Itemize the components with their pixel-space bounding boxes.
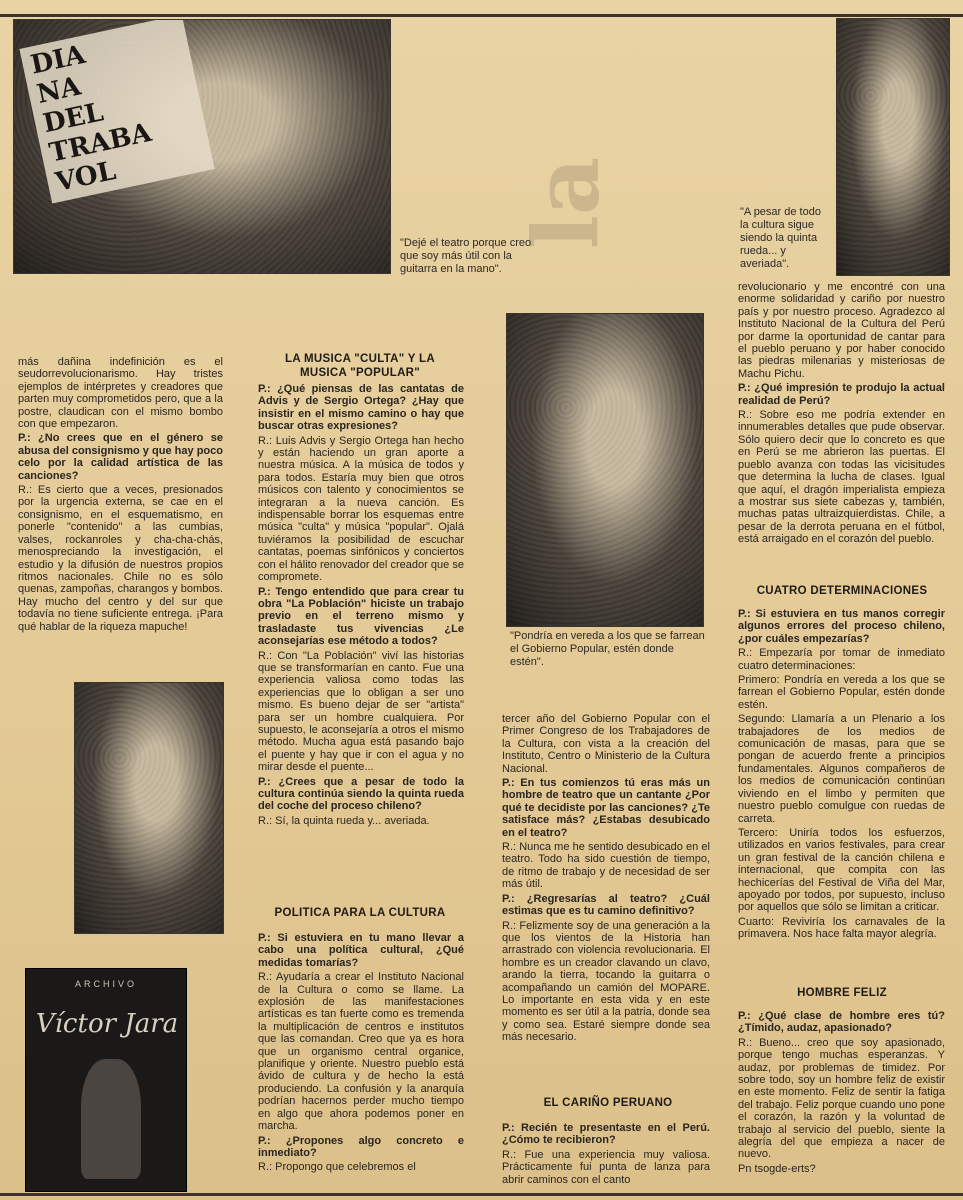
col3-answer-3: R.: Fue una experiencia muy valiosa. Prácticamente fui punta de lanza para abrir caminos con el canto (502, 1148, 710, 1186)
col4-answer-1: R.: Sobre eso me podría extender en innumerables detalles que pude observar. Sólo quiero decir que lo concreto es que en Perú se me abrieron las puertas. El pueblo avanza con todas las vicisitudes que determina la lucha de clases. Igual que aquí, el dragón imperialista empieza a mostrar sus siete cabezas y, también, muchas patas ultraizquierdistas. Chile, a pesar de la derrota peruana en el fútbol, está arraigado en el corazón del pueblo. (738, 409, 945, 546)
caption-center-photo: "Pondría en vereda a los que se farrean el Gobierno Popular, estén donde estén". (510, 630, 705, 668)
col2-answer-2: R.: Con "La Población" viví las historias que se transformarían en canto. Fue una experiencia valiosa como todas las experiencias que lo obligan a ser uno mismo. Es bueno dejar de ser "artista" para ser un hombre cualquiera. Por supuesto, le aconsejaría a otros el mismo método. Mucha agua está pasando bajo el puente y hay que ir con el agua y no mirar desde el puente... (258, 649, 464, 774)
column-4-upper (738, 281, 945, 581)
col4-tail: Pn tsogde-erts? (738, 1162, 816, 1175)
col1-intro: más dañina indefinición es el seudorrevolucionarismo. Hay tristes ejemplos de intérpretes y creadores que parten muy comprometidos pero, que a la postre, claudican con el mismo bombo con que empezaron. (18, 356, 223, 431)
column-4-middle (738, 608, 945, 978)
col4-question-3: P.: ¿Qué clase de hombre eres tú? ¿Tímido, audaz, apasionado? (738, 1010, 945, 1035)
archive-logo (25, 968, 187, 1192)
col3-answer-1: R.: Nunca me he sentido desubicado en el teatro. Todo ha sido cuestión de tiempo, de ritmo de trabajo y de necesidad de ser más útil. (502, 841, 710, 891)
col4-answer-3: R.: Bueno... creo que soy apasionado, porque tengo muchas esperanzas. Y audaz, por problemas de timidez. Por sobre todo, soy un hombre feliz de existir en este momento. Feliz de sentir la fatiga del trabajo. Feliz porque cuando uno pone el corazón, la razón y la voluntad de trabajo al servicio del pueblo, siente la alegría del que empieza a nacer de nuevo. (738, 1036, 945, 1161)
logo-name-text: Víctor Jara (35, 1009, 179, 1039)
col2-question-4: P.: Si estuviera en tu mano llevar a cabo una política cultural, ¿Qué medidas tomarías? (258, 932, 464, 969)
col2-question-2: P.: Tengo entendido que para crear tu obra "La Población" hiciste un trabajo previo en el terreno mismo y trasladaste tus vivencias ¿Le aconsejarías ese método a todos? (258, 585, 464, 648)
caption-top-photo: "Dejé el teatro porque creo que soy más útil con la guitarra en la mano". (400, 237, 532, 275)
photo-center-portrait (506, 313, 704, 627)
col3-answer-2: R.: Felizmente soy de una generación a la que los vientos de la Historia han arrastrado con violencia revolucionaria. El hombre es un creador clavando un clavo, arando la tierra, tocando la guitarra o acompañando un camión del MOPARE. Lo importante en esta vida y en este momento es ser útil a la patria, donde sea y como sea. Estaré siempre donde sea más necesario. (502, 919, 710, 1044)
bottom-rule (0, 1193, 963, 1196)
col4-question-2: P.: Si estuviera en tus manos corregir algunos errores del proceso chileno, ¿por cuáles empezarías? (738, 608, 945, 645)
column-2-lower (258, 932, 464, 1190)
heading-musica-culta: LA MUSICA "CULTA" Y LA MUSICA "POPULAR" (285, 353, 435, 379)
column-3-lower (502, 1122, 710, 1192)
caption-right-quote: "A pesar de todo la cultura sigue siendo la quinta rueda... y averiada". (740, 206, 821, 270)
guitarist-silhouette (81, 1059, 141, 1179)
col2-answer-4: R.: Ayudaría a crear el Instituto Nacional de la Cultura o como se llame. La explosión de las manifestaciones artísticas es tan fuerte como es tremenda la multiplicación de centros e institutos que las comandan. Creo que ya es hora que un organismo central organice, planifique y oriente. Nuestro pueblo está ávido de cultura y de hecho la está produciendo. La confusión y la anarquía podrían hacernos perder mucho tiempo en algo que ahora podemos poner en marcha. (258, 971, 464, 1133)
col4-point-3: Tercero: Uniría todos los esfuerzos, utilizados en varios festivales, para crear un gran festival de la canción chilena e internacional, que compita con las hechicerías del Festival de Viña del Mar, apoyado por todos, por supuesto, incluso por aquellos que sólo se limitan a criticar. (738, 826, 945, 914)
col4-point-1: Primero: Pondría en vereda a los que se farrean el Gobierno Popular, estén donde estén. (738, 674, 945, 711)
top-rule (0, 0, 963, 17)
col2-answer-3: R.: Sí, la quinta rueda y... averiada. (258, 814, 430, 827)
col2-question-3: P.: ¿Crees que a pesar de todo la cultura continúa siendo la quinta rueda del coche del proceso chileno? (258, 775, 464, 813)
heading-carino-peruano: EL CARIÑO PERUANO (543, 1097, 673, 1109)
heading-hombre-feliz: HOMBRE FELIZ (797, 987, 887, 999)
col3-question-3: P.: Recién te presentaste en el Perú. ¿Cómo te recibieron? (502, 1122, 710, 1147)
col1-question-1: P.: ¿No crees que en el género se abusa del consignismo y que hay poco celo por la calidad artística de las canciones? (18, 432, 223, 482)
col3-question-1: P.: En tus comienzos tú eras más un hombre de teatro que un cantante ¿Por qué te decidiste por las canciones? ¿Te satisface más? ¿Estabas desubicado en el teatro? (502, 777, 710, 839)
background-watermark: la (513, 156, 620, 250)
photo-portrait-right (836, 18, 950, 276)
photo-sign-text: DIA NA DEL TRABA VOL (19, 19, 214, 204)
col4-question-1: P.: ¿Qué impresión te produjo la actual realidad de Perú? (738, 382, 945, 407)
col4-answer-2: R.: Empezaría por tomar de inmediato cuatro determinaciones: (738, 647, 945, 672)
col4-point-2: Segundo: Llamaría a un Plenario a los trabajadores de los medios de comunicación de masas, para que se pongan de acuerdo frente a principios fundamentales. Algunos compañeros de los medios de comunicación continúan viviendo en el limbo y permiten que nuestro pueblo comulgue con ruedas de carreta. (738, 713, 945, 825)
col3-intro: tercer año del Gobierno Popular con el Primer Congreso de los Trabajadores de la Cultura, con vista a la creación del Instituto, Centro o Ministerio de la Cultura Nacional. (502, 713, 710, 775)
col2-question-5: P.: ¿Propones algo concreto e inmediato? (258, 1134, 464, 1159)
col2-question-1: P.: ¿Qué piensas de las cantatas de Advis y de Sergio Ortega? ¿Hay que insistir en el mismo camino o hay que buscar otras expresiones? (258, 383, 464, 433)
column-4-lower (738, 1010, 945, 1194)
heading-politica-cultura: POLITICA PARA LA CULTURA (274, 907, 446, 919)
logo-archivo-text: ARCHIVO (74, 979, 137, 989)
col2-answer-5: R.: Propongo que celebremos el (258, 1161, 416, 1174)
photo-singer-guitar (13, 19, 391, 274)
column-3-upper (502, 713, 710, 1085)
column-2-upper (258, 383, 464, 899)
photo-smiling-man (74, 682, 224, 934)
col4-point-4: Cuarto: Reviviría los carnavales de la primavera. Nos hace falta mayor alegría. (738, 915, 945, 941)
column-1 (18, 356, 223, 661)
col4-intro: revolucionario y me encontré con una enorme solidaridad y cariño por nuestro país y por nuestro proceso. Agradezco al Instituto Nacional de la Cultura del Perú por darme la oportunidad de cantar para el pueblo peruano y por haber conocido las piedras milenarias y misteriosas de Machu Pichu. (738, 281, 945, 380)
col3-question-2: P.: ¿Regresarías al teatro? ¿Cuál estimas que es tu camino definitivo? (502, 892, 710, 918)
col2-answer-1: R.: Luis Advis y Sergio Ortega han hecho y están haciendo un gran aporte a nuestra música. A la música de todos y para todos. Estaría muy bien que otros músicos con talento y conocimientos se integraran a la nueva canción. Es indispensable borrar los esquemas entre música "culta" y música "popular". Ojalá tuviéramos la posibilidad de escuchar cantatas, poemas sinfónicos y conciertos con el hálito renovador del creador que se compromete. (258, 434, 464, 584)
col1-answer-1: R.: Es cierto que a veces, presionados por la urgencia externa, se cae en el consignismo, en el esquematismo, en ponerle "contenido" a las cumbias, valses, rockanroles y cha-cha-chás, menospreciando la investigación, el estudio y la difusión de nuestros propios ritmos nacionales. Chile no es sólo quenas, zampoñas, charangos y bombos. Hay mucho del centro y del sur que todavía no tiene suficiente entrega. ¡Para qué hablar de la riqueza mapuche! (18, 484, 223, 633)
heading-cuatro-determinaciones: CUATRO DETERMINACIONES (756, 585, 928, 597)
